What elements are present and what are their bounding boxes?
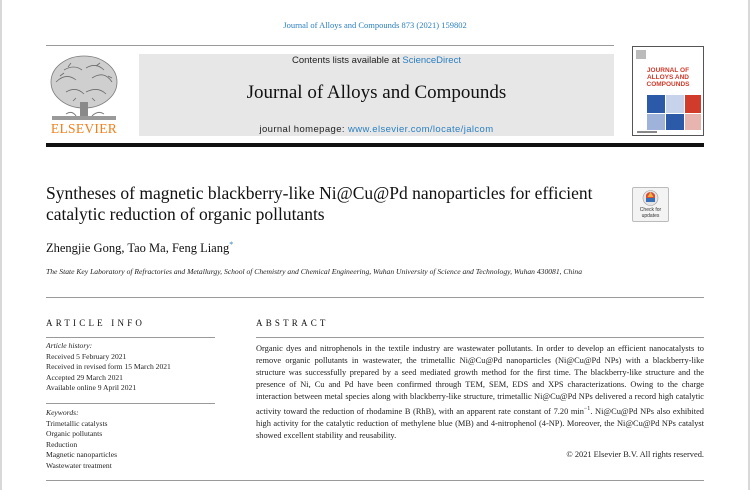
abstract-divider [256,337,704,338]
journal-citation-link[interactable]: Journal of Alloys and Compounds 873 (2021) 159802 [283,20,467,30]
article-info-divider [46,337,215,338]
corresponding-author-link[interactable]: * [229,240,234,249]
abstract-heading: ABSTRACT [256,318,329,328]
header-thick-rule [46,143,704,147]
keyword-item: Magnetic nanoparticles [46,450,118,459]
keyword-item: Organic pollutants [46,429,103,438]
page-border-left [0,0,2,490]
author-affiliation: The State Key Laboratory of Refractories and Metallurgy, School of Chemistry and Chemical Engineering, Wuhan University of Science and Technology, Wuhan 430081, China [46,267,582,276]
contents-prefix: Contents lists available at [292,55,403,66]
journal-banner [139,54,614,136]
abstract-bottom-rule [46,480,704,481]
cover-art-icon [633,47,703,135]
abstract-text-part-2: . Ni@Cu@Pd NPs also exhibited high activity for the catalytic reduction of methylene blue (MB) and 4-nitrophenol (4-NP). Moreover, the Ni@Cu@Pd NPs catalyst showed excellent stability and reusability. [256,406,704,440]
keywords-divider [46,403,215,404]
copyright-notice: © 2021 Elsevier B.V. All rights reserved. [566,450,704,459]
keyword-item: Reduction [46,439,78,449]
article-title: Syntheses of magnetic blackberry-like Ni@Cu@Pd nanoparticles for efficient catalytic reduction of organic pollutants [46,183,593,224]
header-divider [46,45,614,46]
keyword-item: Wastewater treatment [46,460,112,470]
affiliation-divider [46,297,704,298]
elsevier-wordmark: ELSEVIER [50,121,118,136]
author-list [46,240,233,256]
keywords-list [46,408,216,471]
check-for-updates-icon [633,188,668,208]
rate-unit-superscript: −1 [583,406,591,412]
homepage-line [139,124,614,135]
author-names: Zhengjie Gong, Tao Ma, Feng Liang [46,241,230,256]
history-item: Accepted 29 March 2021 [46,372,123,382]
check-for-updates-badge[interactable] [632,187,669,222]
keywords-label: Keywords: [46,408,79,417]
check-for-updates-label: Check for updates [639,207,662,219]
abstract-text [256,343,704,442]
journal-homepage-link[interactable]: www.elsevier.com/locate/jalcom [347,124,494,135]
keyword-item: Trimetallic catalysts [46,418,108,428]
journal-cover-thumbnail[interactable] [632,46,704,136]
homepage-prefix: journal homepage: [259,124,348,135]
article-info-heading: ARTICLE INFO [46,318,146,328]
sciencedirect-link[interactable]: ScienceDirect [402,55,461,66]
contents-line [139,55,614,66]
article-history-label: Article history: [46,341,93,350]
history-item: Received in revised form 15 March 2021 [46,362,171,371]
abstract-text-part-1: Organic dyes and nitrophenols in the textile industry are wastewater pollutants. In order to develop an efficient nanocatalysts to remove organic pollutants in wastewater, the trimetallic Ni@Cu@Pd nanoparticles (Ni@Cu@Pd NPs) with a blackberry-like structure was successfully prepared by a seed mediated growth method for the first time. The blackberry-like structure and the presence of Ni, Cu and Pd have been confirmed through TEM, SEM, EDS and XPS characterizations. Owing to the charge interaction between metal species along with blackberry-like structure, trimetallic Ni@Cu@Pd NPs delivered a record high catalytic activity toward the reduction of rhodamine B (RhB), with an apparent rate constant of 7.20 min [256,344,704,416]
history-item: Received 5 February 2021 [46,351,127,361]
history-item: Available online 9 April 2021 [46,383,137,392]
journal-name: Journal of Alloys and Compounds [246,82,507,103]
article-history [46,341,216,394]
cover-title: JOURNAL OF ALLOYS AND COMPOUNDS [646,67,690,88]
